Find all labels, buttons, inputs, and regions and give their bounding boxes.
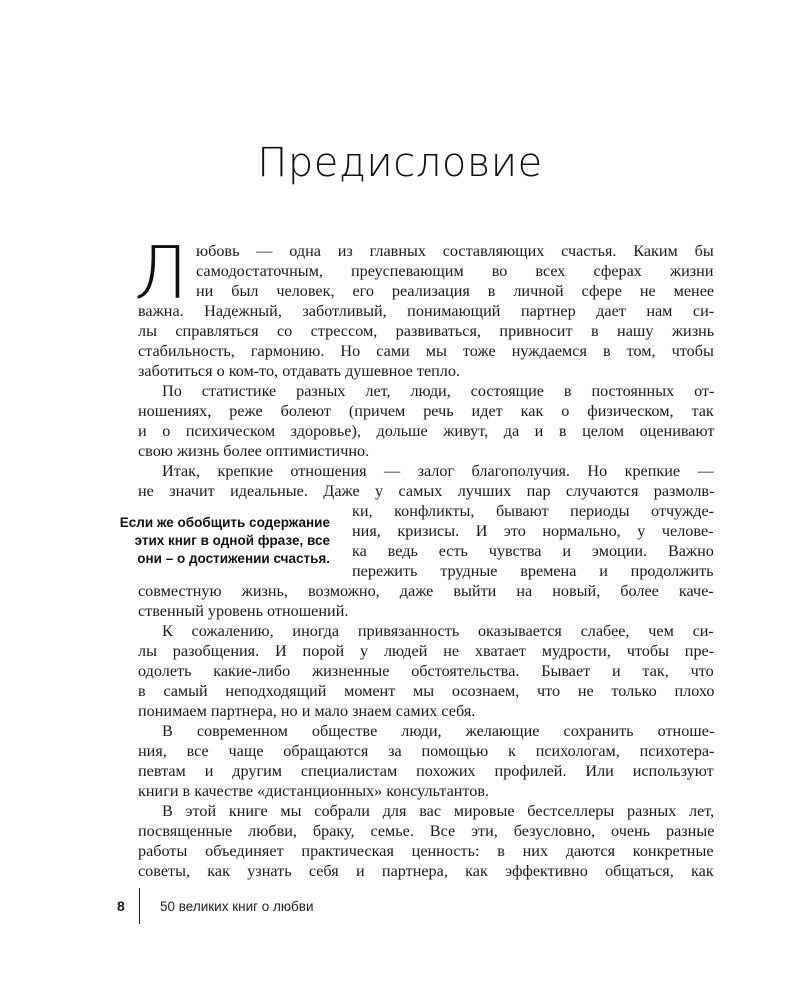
text-line: свою жизнь более оптимистично. bbox=[138, 442, 370, 460]
drop-cap: Л bbox=[134, 231, 189, 315]
text-line: и о психическом здоровье), дольше живут, да и в целом оценивают bbox=[138, 422, 715, 440]
text-line: одолеть какие-либо жизненные обстоятельства. Бывает и так, что bbox=[138, 662, 714, 680]
text-line: ния, кризисы. И это нормально, у челове- bbox=[352, 522, 714, 540]
text-line: не значит идеальные. Даже у самых лучших пар случаются размолв- bbox=[138, 482, 715, 500]
text-line: ка ведь есть чувства и эмоции. Важно bbox=[352, 542, 714, 560]
text-line: Итак, крепкие отношения — залог благополучия. Но крепкие — bbox=[162, 462, 714, 480]
text-line: работы объединяет практическая ценность: в них даются конкретные bbox=[138, 842, 714, 860]
text-line: важна. Надежный, заботливый, понимающий партнер дает нам си- bbox=[138, 302, 715, 320]
text-line: советы, как узнать себя и партнера, как эффективно общаться, как bbox=[138, 862, 714, 880]
text-line: ни был человек, его реализация в личной сфере не менее bbox=[196, 282, 715, 300]
text-line: стабильность, гармонию. Но сами мы тоже нуждаемся в том, чтобы bbox=[138, 342, 714, 360]
text-line: ки, конфликты, бывают периоды отчужде- bbox=[352, 502, 715, 520]
text-line: ношениях, реже болеют (причем речь идет как о физическом, так bbox=[138, 402, 714, 420]
text-line: В современном обществе люди, желающие сохранить отноше- bbox=[162, 722, 715, 740]
text-line: совместную жизнь, возможно, даже выйти на новый, более каче- bbox=[138, 582, 714, 600]
text-line: ственный уровень отношений. bbox=[138, 602, 349, 620]
text-line: лы справляться со стрессом, развиваться, привносит в нашу жизнь bbox=[138, 322, 715, 340]
running-footer-title: 50 великих книг о любви bbox=[160, 899, 314, 914]
text-line: По статистике разных лет, люди, состоящие в постоянных от- bbox=[162, 382, 715, 400]
text-line: певтам и другим специалистам похожих профилей. Или используют bbox=[138, 762, 714, 780]
text-line: пережить трудные времена и продолжить bbox=[352, 562, 714, 580]
pull-quote-line: этих книг в одной фразе, все bbox=[134, 533, 330, 548]
text-line: юбовь — одна из главных составляющих счастья. Каким бы bbox=[196, 242, 714, 260]
pull-quote-line: они – о достижении счастья. bbox=[137, 551, 330, 566]
text-line: К сожалению, иногда привязанность оказывается слабее, чем си- bbox=[162, 622, 714, 640]
text-line: посвященные любви, браку, семье. Все эти, безусловно, очень разные bbox=[138, 822, 715, 840]
pull-quote-line: Если же обобщить содержание bbox=[119, 515, 330, 530]
text-line: в самый неподходящий момент мы осознаем, что не только плохо bbox=[138, 682, 715, 700]
text-line: книги в качестве «дистанционных» консультантов. bbox=[138, 782, 490, 800]
page-title: Предисловие bbox=[257, 140, 543, 186]
footer-divider bbox=[139, 888, 140, 924]
text-line: В этой книге мы собрали для вас мировые бестселлеры разных лет, bbox=[162, 802, 715, 820]
text-line: понимаем партнера, но и мало знаем самих себя. bbox=[138, 702, 476, 720]
page-number: 8 bbox=[117, 898, 125, 914]
text-line: ния, все чаще обращаются за помощью к психологам, психотера- bbox=[138, 742, 715, 760]
text-line: заботиться о ком-то, отдавать душевное тепло. bbox=[138, 362, 461, 380]
text-line: лы разобщения. И порой у людей не хватает мудрости, чтобы пре- bbox=[138, 642, 715, 660]
text-line: самодостаточным, преуспевающим во всех сферах жизни bbox=[196, 262, 714, 280]
